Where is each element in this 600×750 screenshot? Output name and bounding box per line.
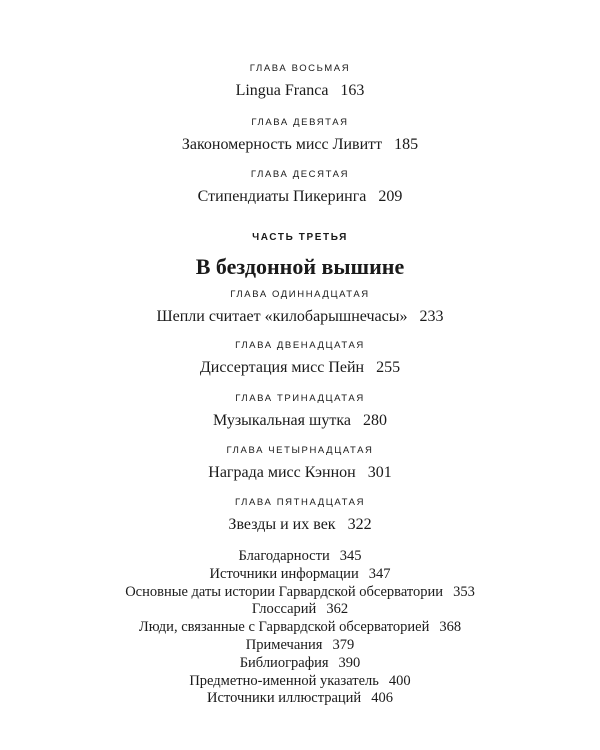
toc-entry-chapter-12[interactable] xyxy=(0,340,600,378)
chapter-label: ГЛАВА ДЕВЯТАЯ xyxy=(251,117,349,128)
page-number: 280 xyxy=(362,412,387,429)
chapter-title: Lingua Franca xyxy=(235,82,329,99)
toc-entry-chapter-13[interactable] xyxy=(0,393,600,431)
page-number: 362 xyxy=(326,601,349,618)
page-number: 185 xyxy=(394,136,419,153)
toc-entry-chapter-8[interactable] xyxy=(0,63,600,101)
part-label: ЧАСТЬ ТРЕТЬЯ xyxy=(252,232,348,243)
chapter-title: Шепли считает «килобарышнечасы» xyxy=(156,308,408,325)
back-matter-item[interactable] xyxy=(0,601,600,619)
page-number: 347 xyxy=(368,565,391,582)
back-matter-item[interactable] xyxy=(0,637,600,655)
back-matter-title: Предметно-именной указатель xyxy=(189,672,379,689)
page-number: 163 xyxy=(340,82,365,99)
back-matter-item[interactable] xyxy=(0,619,600,637)
chapter-label: ГЛАВА ДЕСЯТАЯ xyxy=(250,169,350,180)
page-number: 400 xyxy=(388,672,411,689)
chapter-title: Диссертация мисс Пейн xyxy=(199,359,365,376)
page-number: 209 xyxy=(378,188,403,205)
page-number: 301 xyxy=(367,464,392,481)
chapter-title: Музыкальная шутка xyxy=(213,412,351,429)
chapter-title: Стипендиаты Пикеринга xyxy=(197,188,367,205)
back-matter-item[interactable] xyxy=(0,548,600,566)
part-heading[interactable] xyxy=(0,232,600,280)
back-matter-list xyxy=(0,548,600,708)
chapter-label: ГЛАВА ВОСЬМАЯ xyxy=(249,63,351,74)
toc-entry-chapter-9[interactable] xyxy=(0,117,600,155)
page-number: 390 xyxy=(338,654,361,671)
back-matter-item[interactable] xyxy=(0,655,600,673)
chapter-title: Награда мисс Кэннон xyxy=(208,464,356,481)
back-matter-item[interactable] xyxy=(0,690,600,708)
back-matter-title: Источники информации xyxy=(209,565,359,582)
toc-entry-chapter-14[interactable] xyxy=(0,445,600,483)
page-number: 233 xyxy=(419,308,444,325)
chapter-title: Звезды и их век xyxy=(228,516,336,533)
page-number: 345 xyxy=(339,548,362,564)
back-matter-title: Библиография xyxy=(239,654,329,671)
back-matter-title: Источники иллюстраций xyxy=(207,690,362,707)
part-title: В бездонной вышине xyxy=(195,254,405,279)
back-matter-title: Благодарности xyxy=(238,548,330,564)
page-number: 379 xyxy=(332,636,355,653)
back-matter-title: Люди, связанные с Гарвардской обсерваторией xyxy=(138,619,430,636)
back-matter-title: Глоссарий xyxy=(251,601,317,618)
back-matter-item[interactable] xyxy=(0,566,600,584)
chapter-label: ГЛАВА ОДИННАДЦАТАЯ xyxy=(230,289,370,300)
chapter-title: Закономерность мисс Ливитт xyxy=(181,136,383,153)
page-number: 255 xyxy=(376,359,401,376)
page-number: 322 xyxy=(347,516,372,533)
toc-entry-chapter-11[interactable] xyxy=(0,289,600,327)
chapter-label: ГЛАВА ТРИНАДЦАТАЯ xyxy=(235,393,365,404)
back-matter-item[interactable] xyxy=(0,673,600,691)
back-matter-item[interactable] xyxy=(0,584,600,602)
back-matter-title: Примечания xyxy=(245,636,323,653)
toc-entry-chapter-15[interactable] xyxy=(0,497,600,535)
toc-entry-chapter-10[interactable] xyxy=(0,169,600,207)
chapter-label: ГЛАВА ПЯТНАДЦАТАЯ xyxy=(234,497,366,508)
page-number: 406 xyxy=(371,690,393,707)
chapter-label: ГЛАВА ЧЕТЫРНАДЦАТАЯ xyxy=(226,445,374,456)
page-number: 368 xyxy=(439,619,462,636)
chapter-label: ГЛАВА ДВЕНАДЦАТАЯ xyxy=(235,340,365,351)
page-number: 353 xyxy=(453,583,475,600)
back-matter-title: Основные даты истории Гарвардской обсерватории xyxy=(125,583,444,600)
